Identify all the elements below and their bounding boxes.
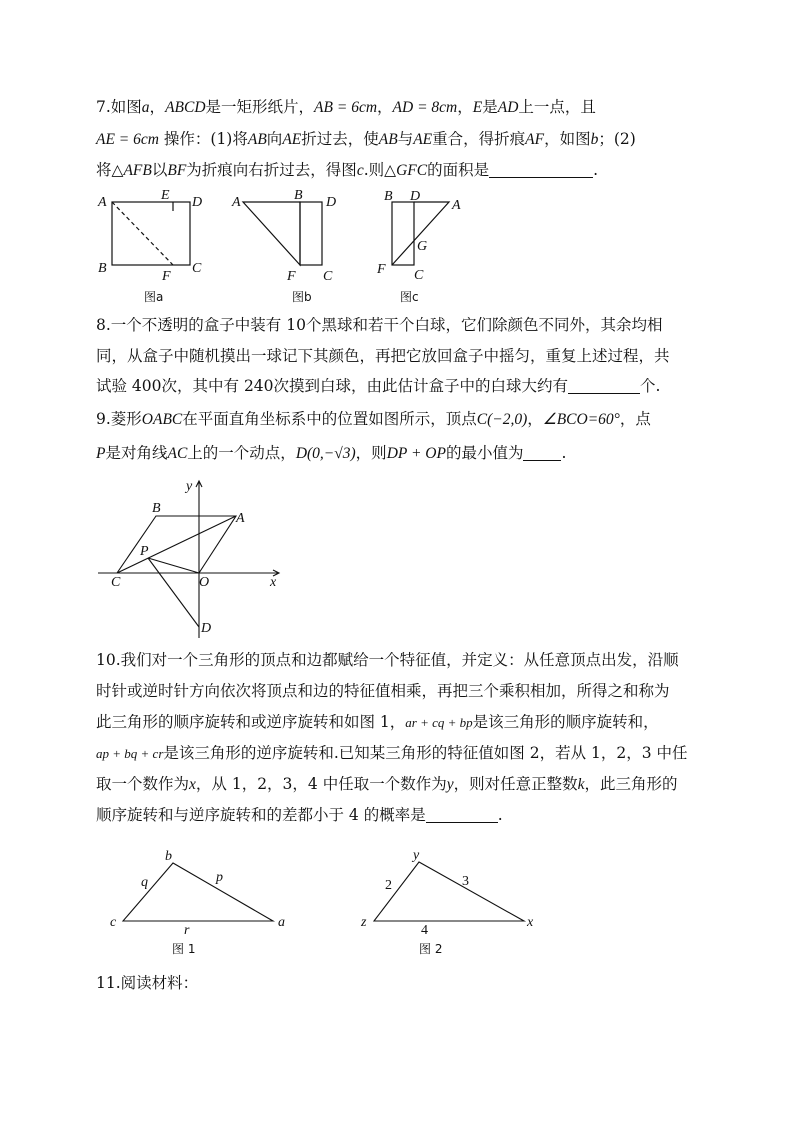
side-4: 4 (421, 923, 428, 938)
side-p: p (216, 870, 223, 885)
label-c: C (323, 269, 333, 284)
q7-text: ， (457, 98, 473, 116)
figure-1-caption: 图 1 (172, 942, 196, 956)
side-2: 2 (385, 878, 392, 893)
q7-text: 为折痕向右折过去，得图 (186, 161, 357, 179)
q9-formula: ∠BCO=60° (542, 411, 620, 428)
triangle-symbol: △ (111, 161, 124, 179)
q7-var: AF (525, 131, 545, 148)
label-b: B (294, 188, 303, 203)
q9-formula: C(−2,0) (476, 411, 528, 428)
q9-text: ，则 (355, 444, 387, 462)
q9-text: 的最小值为 (445, 444, 524, 462)
triangle-symbol: △ (384, 161, 397, 179)
q8-line-2: 同，从盒子中随机摸出一球记下其颜色，再把它放回盒子中摇匀，重复上述过程，共 (96, 347, 670, 365)
label-f: F (377, 262, 386, 277)
q7-text: .则 (363, 161, 385, 179)
q7-text: 上一点，且 (518, 98, 596, 116)
q7-var: AFB (123, 162, 152, 179)
q9-formula: DP + OP (386, 445, 446, 462)
q7-formula: AE = 6cm (96, 131, 159, 148)
q10-line-1: 10.我们对一个三角形的顶点和边都赋给一个特征值，并定义：从任意顶点出发，沿顺 (96, 651, 679, 669)
figure-a-caption: 图a (144, 290, 164, 304)
q7-var: AD (497, 99, 519, 116)
q7-text: 是 (482, 98, 498, 116)
q10-text: 顺序旋转和与逆序旋转和的差都小于 4 的概率是 (96, 806, 426, 824)
label-c: C (111, 575, 121, 590)
q9-text: ， (527, 410, 543, 428)
q9-var: P (96, 445, 106, 462)
label-b: B (98, 261, 107, 276)
label-b: B (152, 501, 161, 516)
label-a: A (236, 511, 245, 526)
label-e: E (161, 188, 170, 203)
q7-var: AB (247, 131, 267, 148)
q10-formula: ap + bq + cr (96, 746, 164, 761)
label-d: D (326, 195, 337, 210)
q7-var: a (141, 99, 150, 116)
q7-text: 向 (266, 130, 283, 148)
label-b: B (384, 189, 393, 204)
label-d: D (410, 189, 421, 204)
q9-text: 上的一个动点， (187, 444, 296, 462)
label-y: y (186, 479, 193, 494)
q7-text: ，如图 (544, 130, 591, 148)
q9-var: OABC (141, 411, 183, 428)
q7-var: AE (413, 131, 433, 148)
q11-line-1: 11.阅读材料： (96, 974, 199, 992)
vertex-b: b (165, 849, 172, 864)
q9-text: 9.菱形 (96, 410, 142, 428)
label-p: P (140, 544, 149, 559)
label-x: x (270, 575, 277, 590)
q7-text: 折过去，使 (301, 130, 379, 148)
vertex-a: a (278, 915, 285, 930)
q10-text: ，此三角形的 (584, 775, 678, 793)
q7-var: ABCD (165, 99, 206, 116)
q7-var: E (472, 99, 483, 116)
label-o: O (199, 575, 210, 590)
q7-var: GFC (396, 162, 428, 179)
q8-line-1: 8.一个不透明的盒子中装有 10个黑球和若干个白球，它们除颜色不同外，其余均相 (96, 316, 663, 334)
q7-text: 7.如图 (96, 98, 142, 116)
figure-b-caption: 图b (292, 290, 312, 304)
q10-var: x (189, 776, 196, 793)
q9-var: AC (167, 445, 188, 462)
q10-text: . (497, 806, 503, 824)
q7-text: 操作：(1)将 (158, 130, 248, 148)
q7-formula: AB = 6cm (314, 99, 378, 116)
q9-text: 在平面直角坐标系中的位置如图所示，顶点 (182, 410, 477, 428)
triangle-figure-2 (374, 862, 524, 921)
label-f: F (287, 269, 296, 284)
q10-text: 是该三角形的顺序旋转和， (472, 713, 659, 731)
q7-text: ， (377, 98, 393, 116)
label-a: A (232, 195, 241, 210)
q7-var: BF (167, 162, 187, 179)
q10-text: ，从 1，2，3，4 中任取一个数作为 (195, 775, 447, 793)
q7-var: c (356, 162, 364, 179)
label-f: F (162, 269, 171, 284)
q7-text: 的面积是 (427, 161, 490, 179)
q10-formula: ar + cq + bp (405, 715, 473, 730)
q10-text: 是该三角形的逆序旋转和.已知某三角形的特征值如图 2，若从 1，2，3 中任 (163, 744, 688, 762)
q9-formula: D(0,−√3) (295, 445, 356, 462)
q7-text: 与 (397, 130, 414, 148)
q7-var: AB (378, 131, 398, 148)
vertex-x: x (527, 915, 534, 930)
q10-var: k (577, 776, 585, 793)
q10-text: 此三角形的顺序旋转和或逆序旋转和如图 1， (96, 713, 406, 731)
q7-text: 将 (96, 161, 112, 179)
vertex-z: z (361, 915, 367, 930)
label-a: A (452, 198, 461, 213)
q7-var: b (590, 131, 599, 148)
label-c: C (192, 261, 202, 276)
q7-text: 重合，得折痕 (432, 130, 526, 148)
q7-var: AE (282, 131, 302, 148)
side-q: q (141, 875, 148, 890)
q8-text: 个. (640, 377, 661, 395)
triangle-figure-1 (123, 863, 273, 921)
q9-text: 是对角线 (105, 444, 168, 462)
q7-text: ， (149, 98, 166, 116)
q10-text: 取一个数作为 (96, 775, 190, 793)
q7-text: 以 (151, 161, 168, 179)
q9-text: ，点 (619, 410, 651, 428)
vertex-y: y (413, 848, 420, 863)
label-d: D (192, 195, 203, 210)
figure-2-caption: 图 2 (419, 942, 443, 956)
q7-text: 是一矩形纸片， (205, 98, 315, 116)
q9-text: . (561, 444, 567, 462)
q10-var: y (446, 776, 454, 793)
figure-c-caption: 图c (400, 290, 419, 304)
vertex-c: c (110, 915, 117, 930)
label-g: G (417, 239, 428, 254)
q7-formula: AD = 8cm (392, 99, 458, 116)
side-r: r (184, 923, 190, 938)
q8-text: 试验 400次，其中有 240次摸到白球，由此估计盒子中的白球大约有 (96, 377, 569, 395)
side-3: 3 (462, 874, 469, 889)
label-a: A (98, 195, 107, 210)
q10-line-2: 时针或逆时针方向依次将顶点和边的特征值相乘，再把三个乘积相加，所得之和称为 (96, 682, 670, 700)
label-d: D (201, 621, 212, 636)
label-c: C (414, 268, 424, 283)
q7-text: . (593, 161, 599, 179)
q7-text: ；(2) (598, 130, 636, 148)
q10-text: ，则对任意正整数 (453, 775, 578, 793)
